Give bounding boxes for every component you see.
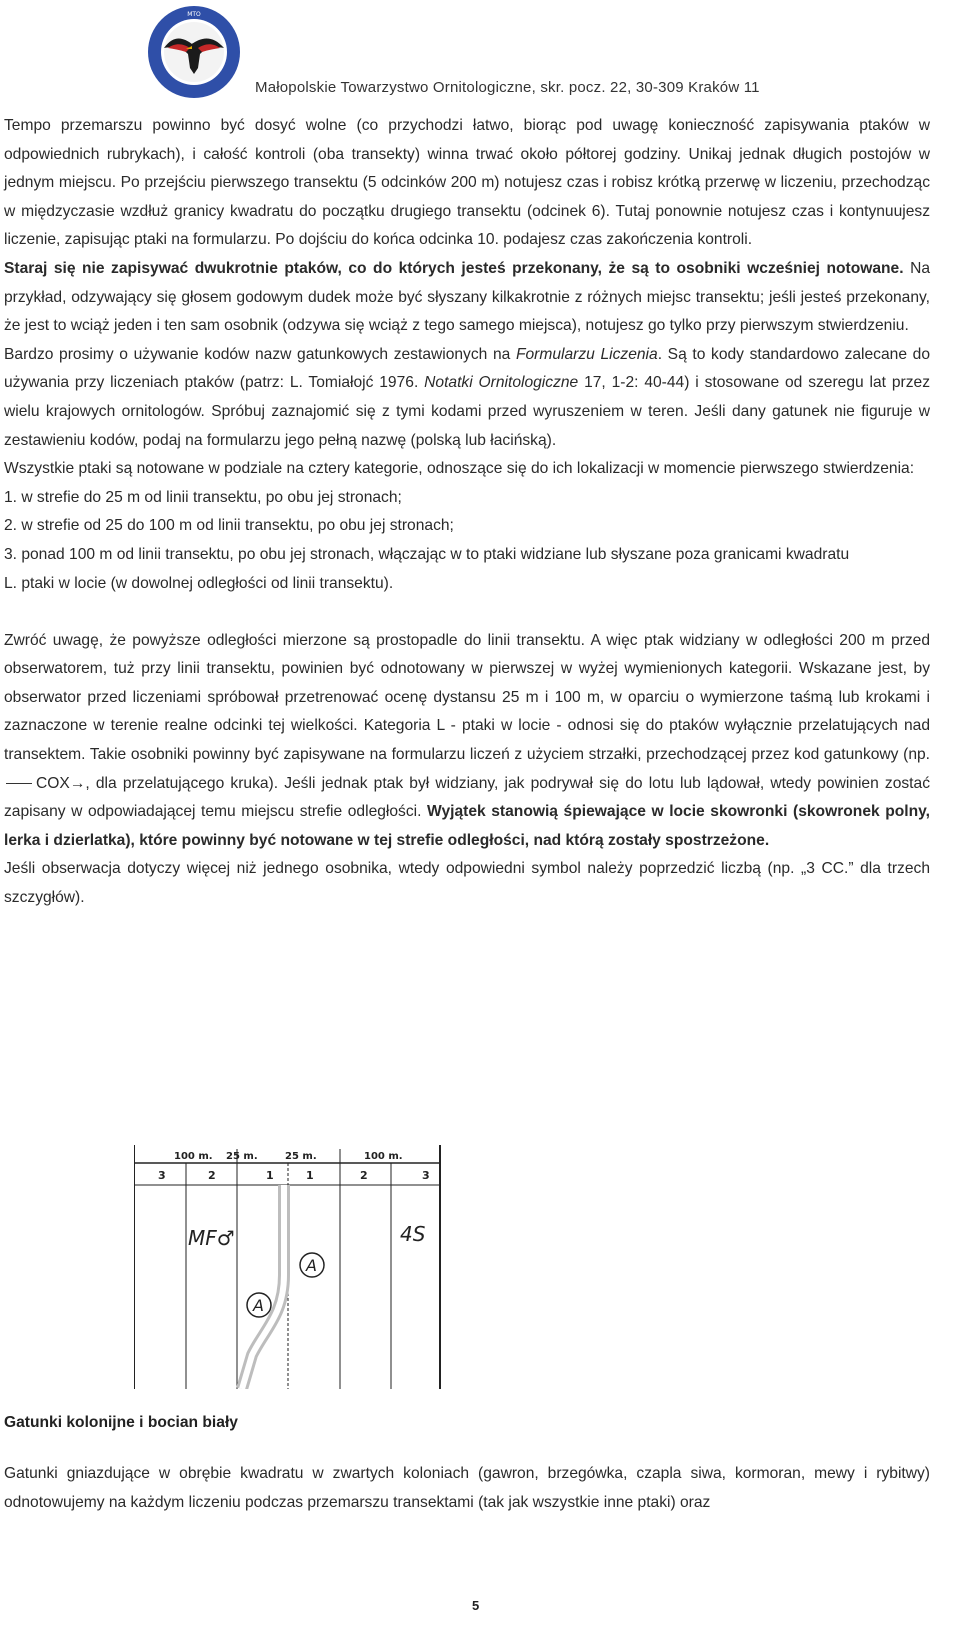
zone-label-3-right: 3	[422, 1169, 430, 1182]
society-logo	[146, 4, 242, 100]
organization-address: Małopolskie Towarzystwo Ornitologiczne, skr. pocz. 22, 30-309 Kraków 11	[255, 79, 760, 96]
paragraph-codes	[4, 341, 930, 455]
circled-a-lower-label: A	[253, 1296, 264, 1315]
larks-exception-emphasis: Wyjątek stanowią śpiewające w locie skowronki (skowronek polny, lerka i dzierlatka), które powinny być notowane w tej strefie odległości, nad którą zostały spostrzeżone.	[4, 803, 930, 849]
zone-label-2-left: 2	[208, 1169, 216, 1182]
zone-label-3-left: 3	[158, 1169, 166, 1182]
zone-label-1-left: 1	[266, 1169, 274, 1182]
section-paragraph: Gatunki gniazdujące w obrębie kwadratu w zwartych koloniach (gawron, brzegówka, czapla siwa, kormoran, mewy i rybitwy) odnotowujemy na każdym liczeniu podczas przemarszu transektami (tak jak wszystkie inne ptaki) oraz	[4, 1465, 930, 1511]
distances-text-b: , dla przelatującego kruka). Jeśli jednak ptak był widziany, jak podrywał się do lotu lub lądował, wtedy powinien zostać zapisany w odpowiadającej temu miejscu strefie odległości.	[4, 774, 930, 821]
category-item-l: L. ptaki w locie (w dowolnej odległości od linii transektu).	[4, 574, 394, 592]
distance-label-25-left: 25 m.	[226, 1151, 258, 1162]
codes-text-a: Bardzo prosimy o używanie kodów nazw gatunkowych zestawionych na	[4, 345, 516, 363]
flight-arrow-line	[6, 783, 32, 784]
paragraph-distances	[4, 627, 930, 856]
paragraph-tempo: Tempo przemarszu powinno być dosyć wolne (co przychodzi łatwo, biorąc pod uwagę konieczność zapisywania ptaków w odpowiednich rubrykach), i całość kontroli (oba transekty) winna trwać około półtorej godziny. Unikaj jednak długich postojów w jednym miejscu. Po przejściu pierwszego transektu (5 odcinków 200 m) notujesz czas i robisz krótką przerwę w liczeniu, przechodząc w międzyczasie wzdłuż granicy kwadratu do początku drugiego transektu (odcinek 6). Tutaj ponownie notujesz czas i kontynuujesz liczenie, zapisując ptaki na formularzu. Po dojściu do końca odcinka 10. podajesz czas zakończenia kontroli.	[4, 117, 930, 249]
duplicates-text: Na przykład, odzywający się głosem godowym dudek może być słyszany kilkakrotnie z różnych miejsc transektu; jeśli jesteś przekonany, że jest to wciąż jeden i ten sam osobnik (odzywa się wciąż z tego samego miejsca), notujesz go tylko przy pierwszym stwierdzeniu.	[4, 259, 930, 335]
zone-label-2-right: 2	[360, 1169, 368, 1182]
distances-text-a: Zwróć uwagę, że powyższe odległości mierzone są prostopadle do linii transektu. A więc ptak widziany w odległości 200 m przed obserwatorem, tuż przy linii transektu, powinien być odnotowany w pierwszej w wyżej wymienionych kategorii. Wskazane jest, by obserwator przed liczeniami spróbował przetrenować ocenę dystansu 25 m i 100 m, w oparciu o wymierzone taśmą lub krokami i zaznaczone w terenie realne odcinki tej wielkości. Kategoria L - ptaki w locie - odnosi się do ptaków wyłącznie przelatujących nad transektem. Takie osobniki powinny być zapisywane na formularzu liczeń z użyciem strzałki, przechodzącej przez kod gatunkowy (np.	[4, 631, 930, 764]
category-item-3: 3. ponad 100 m od linii transektu, po obu jej stronach, włączając w to ptaki widziane lub słyszane poza granicami kwadratu	[4, 545, 850, 563]
page-number: 5	[472, 1598, 480, 1613]
circled-a-upper-label: A	[306, 1256, 317, 1275]
form-name-italic: Formularzu Liczenia	[515, 345, 658, 363]
paragraph-multiple-birds: Jeśli obserwacja dotyczy więcej niż jednego osobnika, wtedy odpowiedni symbol należy poprzedzić liczbą (np. „3 CC.” dla trzech szczygłów).	[4, 860, 930, 907]
transect-zone-diagram	[134, 1145, 441, 1389]
main-content	[4, 112, 930, 913]
codes-text-b: . Są to kody standardowo zalecane do używania przy liczeniach ptaków (patrz: L. Tomiałojć 1976.	[4, 345, 930, 392]
category-item-1: 1. w strefie do 25 m od linii transektu, po obu jej stronach;	[4, 488, 402, 506]
spacer	[4, 598, 930, 627]
flight-code-example: COX→	[36, 774, 86, 792]
distance-label-25-right: 25 m.	[285, 1151, 317, 1162]
paragraph-duplicates	[4, 255, 930, 341]
journal-name-italic: Notatki Ornitologiczne	[424, 374, 579, 392]
paragraph-categories-intro: Wszystkie ptaki są notowane w podziale na cztery kategorie, odnoszące się do ich lokalizacji w momencie pierwszego stwierdzenia:	[4, 460, 915, 478]
zone-label-1-right: 1	[306, 1169, 314, 1182]
distance-label-100-right: 100 m.	[364, 1151, 403, 1162]
bird-code-mf-male: MF♂	[188, 1226, 235, 1250]
page-header	[0, 0, 960, 100]
category-item-2: 2. w strefie od 25 do 100 m od linii transektu, po obu jej stronach;	[4, 517, 454, 535]
duplicates-emphasis: Staraj się nie zapisywać dwukrotnie ptaków, co do których jesteś przekonany, że są to osobniki wcześniej notowane.	[4, 259, 904, 277]
section-heading: Gatunki kolonijne i bocian biały	[4, 1414, 238, 1431]
distance-label-100-left: 100 m.	[174, 1151, 213, 1162]
bird-code-4s: 4S	[400, 1222, 426, 1246]
svg-text:MTO: MTO	[187, 11, 201, 18]
codes-text-c: 17, 1-2: 40-44) i stosowane od szeregu lat przez wielu krajowych ornitologów. Spróbuj zaznajomić się z tymi kodami przed wyruszeniem w teren. Jeśli dany gatunek nie figuruje w zestawieniu kodów, podaj na formularzu jego pełną nazwę (polską lub łacińską).	[4, 374, 930, 449]
